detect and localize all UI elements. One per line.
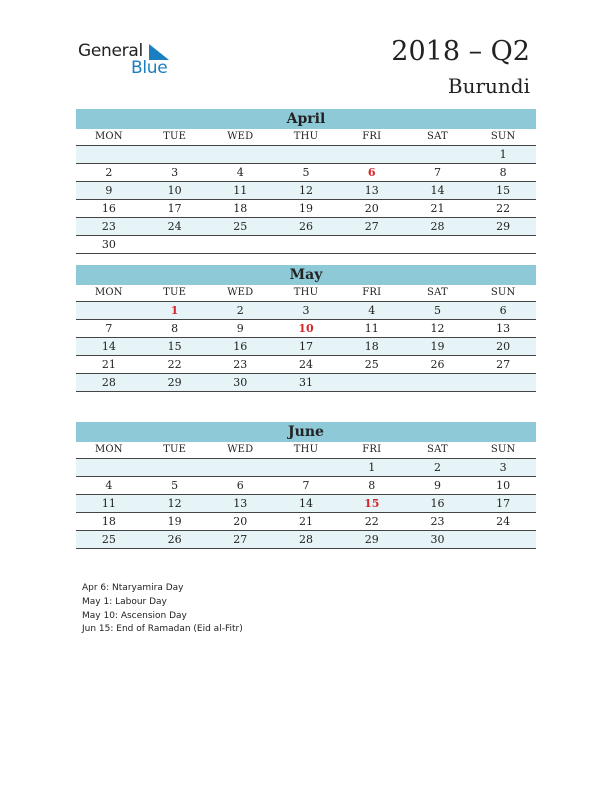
- week-row: [76, 338, 536, 356]
- day-cell: 23: [233, 358, 248, 371]
- week-row: [76, 459, 536, 477]
- day-cell: 20: [364, 202, 379, 215]
- day-cell: [76, 302, 142, 319]
- day-cell: [339, 236, 405, 253]
- day-cell: 8: [499, 166, 507, 179]
- day-cell: 4: [236, 166, 244, 179]
- weekday-label: MON: [94, 131, 123, 142]
- day-cell: 29: [496, 220, 511, 233]
- weekday-label: SUN: [490, 287, 516, 298]
- day-cell: 18: [101, 515, 116, 528]
- day-cell: 21: [430, 202, 445, 215]
- day-cell: [207, 146, 273, 163]
- week-row: [76, 513, 536, 531]
- holiday-note: Jun 15: End of Ramadan (Eid al-Fitr): [82, 624, 243, 635]
- day-cell: 19: [430, 340, 445, 353]
- day-cell: 7: [302, 479, 310, 492]
- day-cell: 10: [167, 184, 182, 197]
- day-cell: 14: [101, 340, 116, 353]
- month-june: [76, 422, 536, 549]
- day-cell: 30: [233, 376, 248, 389]
- holiday-note: Apr 6: Ntaryamira Day: [82, 583, 184, 593]
- weekday-label: FRI: [362, 287, 382, 298]
- page-subtitle: Burundi: [447, 74, 530, 98]
- day-cell: [470, 531, 536, 548]
- weekday-label: TUE: [163, 131, 187, 142]
- week-row: [76, 200, 536, 218]
- weekday-label: SAT: [427, 287, 448, 298]
- day-cell: 29: [364, 533, 379, 546]
- week-row: [76, 495, 536, 513]
- day-cell: 20: [496, 340, 511, 353]
- day-cell: 26: [167, 533, 182, 546]
- weekday-label: WED: [227, 444, 254, 455]
- day-cell: [470, 374, 536, 391]
- week-row: [76, 146, 536, 164]
- day-cell: 11: [233, 184, 248, 197]
- day-cell: 3: [499, 461, 507, 474]
- day-cell: 17: [167, 202, 182, 215]
- weekday-label: WED: [227, 131, 254, 142]
- day-cell: 19: [299, 202, 314, 215]
- weekday-label: MON: [94, 444, 123, 455]
- weekday-row: [76, 129, 536, 146]
- day-cell: 28: [299, 533, 314, 546]
- day-cell: 1: [368, 461, 376, 474]
- week-row: [76, 182, 536, 200]
- day-cell: 23: [430, 515, 445, 528]
- day-cell: 26: [430, 358, 445, 371]
- day-cell: [405, 146, 471, 163]
- day-cell: 7: [105, 322, 113, 335]
- week-row: [76, 320, 536, 338]
- day-cell: 13: [496, 322, 511, 335]
- day-cell: 12: [430, 322, 445, 335]
- day-cell: 4: [368, 304, 376, 317]
- week-row: [76, 218, 536, 236]
- day-cell: 31: [299, 376, 314, 389]
- week-row: [76, 477, 536, 495]
- day-cell: 12: [167, 497, 182, 510]
- day-cell: [207, 236, 273, 253]
- holiday-day-cell: 10: [298, 322, 314, 335]
- day-cell: 19: [167, 515, 182, 528]
- day-cell: 21: [101, 358, 116, 371]
- day-cell: 17: [496, 497, 511, 510]
- month-april: [76, 109, 536, 254]
- month-header: May: [76, 265, 536, 285]
- day-cell: 13: [364, 184, 379, 197]
- day-cell: 2: [236, 304, 244, 317]
- day-cell: 18: [364, 340, 379, 353]
- day-cell: 22: [364, 515, 379, 528]
- week-row: [76, 302, 536, 320]
- weekday-label: SUN: [490, 444, 516, 455]
- day-cell: [405, 236, 471, 253]
- month-may: [76, 265, 536, 392]
- day-cell: 5: [433, 304, 441, 317]
- day-cell: 8: [368, 479, 376, 492]
- day-cell: 4: [105, 479, 113, 492]
- weekday-row: [76, 285, 536, 302]
- holiday-day-cell: 1: [170, 304, 179, 317]
- week-row: [76, 356, 536, 374]
- day-cell: [273, 459, 339, 476]
- day-cell: 8: [171, 322, 179, 335]
- day-cell: 24: [299, 358, 314, 371]
- week-row: [76, 531, 536, 549]
- day-cell: [142, 146, 208, 163]
- day-cell: 17: [299, 340, 314, 353]
- holiday-note: May 10: Ascension Day: [82, 610, 187, 621]
- weekday-label: THU: [293, 131, 319, 142]
- weekday-label: MON: [94, 287, 123, 298]
- day-cell: 9: [433, 479, 441, 492]
- weekday-label: TUE: [163, 444, 187, 455]
- day-cell: 11: [364, 322, 379, 335]
- weekday-label: WED: [227, 287, 254, 298]
- weekday-label: SAT: [427, 444, 448, 455]
- day-cell: 1: [499, 148, 507, 161]
- day-cell: [470, 236, 536, 253]
- day-cell: [273, 236, 339, 253]
- day-cell: 27: [364, 220, 379, 233]
- day-cell: [339, 374, 405, 391]
- week-row: [76, 164, 536, 182]
- weekday-label: TUE: [163, 287, 187, 298]
- day-cell: 16: [233, 340, 248, 353]
- day-cell: 5: [302, 166, 310, 179]
- day-cell: 3: [302, 304, 310, 317]
- day-cell: [339, 146, 405, 163]
- day-cell: 3: [171, 166, 179, 179]
- day-cell: 24: [167, 220, 182, 233]
- day-cell: 11: [101, 497, 116, 510]
- day-cell: 16: [101, 202, 116, 215]
- day-cell: 6: [499, 304, 507, 317]
- day-cell: 2: [433, 461, 441, 474]
- weekday-label: THU: [293, 287, 319, 298]
- holiday-note: May 1: Labour Day: [82, 596, 167, 607]
- day-cell: 24: [496, 515, 511, 528]
- holiday-day-cell: 6: [367, 166, 376, 179]
- day-cell: 30: [101, 238, 116, 251]
- day-cell: 15: [496, 184, 511, 197]
- day-cell: 26: [299, 220, 314, 233]
- day-cell: 14: [299, 497, 314, 510]
- day-cell: 28: [101, 376, 116, 389]
- day-cell: 23: [101, 220, 116, 233]
- holiday-day-cell: 15: [364, 497, 380, 510]
- day-cell: 2: [105, 166, 113, 179]
- day-cell: 30: [430, 533, 445, 546]
- weekday-label: FRI: [362, 131, 382, 142]
- day-cell: 16: [430, 497, 445, 510]
- logo-text-general: General: [78, 41, 143, 61]
- day-cell: 25: [233, 220, 248, 233]
- day-cell: 5: [171, 479, 179, 492]
- day-cell: 9: [236, 322, 244, 335]
- day-cell: [207, 459, 273, 476]
- weekday-label: SUN: [490, 131, 516, 142]
- day-cell: [76, 459, 142, 476]
- day-cell: 20: [233, 515, 248, 528]
- weekday-label: SAT: [427, 131, 448, 142]
- day-cell: 29: [167, 376, 182, 389]
- weekday-row: [76, 442, 536, 459]
- day-cell: 25: [364, 358, 379, 371]
- day-cell: 10: [496, 479, 511, 492]
- logo: [78, 41, 198, 81]
- day-cell: 28: [430, 220, 445, 233]
- day-cell: [273, 146, 339, 163]
- day-cell: [405, 374, 471, 391]
- week-row: [76, 236, 536, 254]
- day-cell: 6: [236, 479, 244, 492]
- day-cell: 18: [233, 202, 248, 215]
- day-cell: 27: [233, 533, 248, 546]
- weekday-label: FRI: [362, 444, 382, 455]
- day-cell: 7: [433, 166, 441, 179]
- month-header: June: [76, 422, 536, 442]
- page-title: 2018 – Q2: [391, 36, 530, 67]
- day-cell: 14: [430, 184, 445, 197]
- day-cell: 22: [167, 358, 182, 371]
- week-row: [76, 374, 536, 392]
- day-cell: 27: [496, 358, 511, 371]
- day-cell: [142, 459, 208, 476]
- day-cell: 25: [101, 533, 116, 546]
- day-cell: 22: [496, 202, 511, 215]
- day-cell: 9: [105, 184, 113, 197]
- weekday-label: THU: [293, 444, 319, 455]
- day-cell: 12: [299, 184, 314, 197]
- day-cell: [76, 146, 142, 163]
- day-cell: 21: [299, 515, 314, 528]
- logo-text-blue: Blue: [131, 58, 168, 78]
- day-cell: 15: [167, 340, 182, 353]
- holiday-notes: [82, 582, 243, 637]
- day-cell: [142, 236, 208, 253]
- month-header: April: [76, 109, 536, 129]
- day-cell: 13: [233, 497, 248, 510]
